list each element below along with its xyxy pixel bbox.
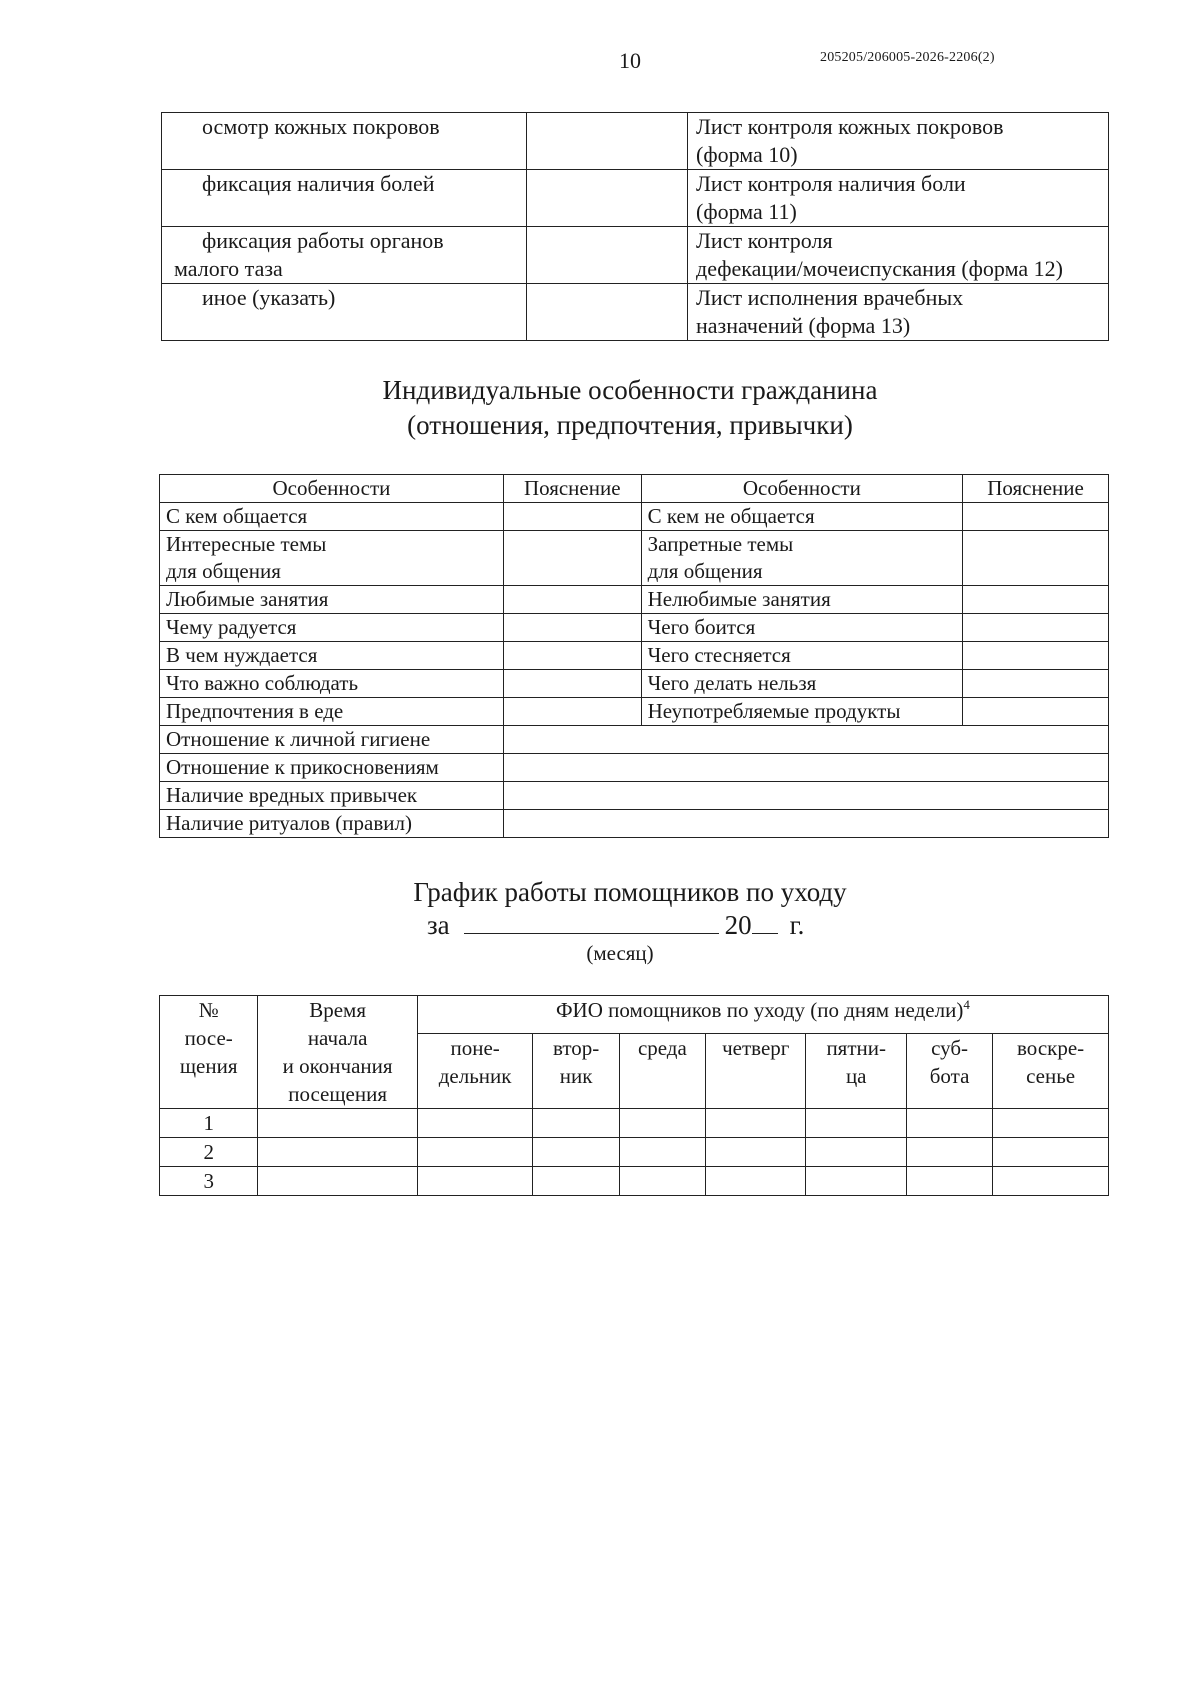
table-row	[160, 531, 1109, 586]
column-header: Пояснение	[503, 475, 641, 503]
year-prefix: 20	[724, 910, 752, 940]
table-cell[interactable]	[526, 284, 687, 341]
table-cell[interactable]	[993, 1109, 1109, 1138]
table-cell: Чего боится	[641, 614, 962, 642]
table-cell[interactable]	[963, 642, 1109, 670]
table-row	[160, 782, 1109, 810]
table-row	[160, 726, 1109, 754]
table-row	[160, 810, 1109, 838]
schedule-table	[159, 995, 1109, 1196]
table-row	[160, 670, 1109, 698]
table-cell[interactable]	[619, 1109, 705, 1138]
table-row	[162, 113, 1109, 170]
table-cell[interactable]	[963, 531, 1109, 586]
day-header-monday: поне- дельник	[417, 1034, 533, 1109]
table-cell[interactable]	[993, 1138, 1109, 1167]
table-cell[interactable]	[503, 586, 641, 614]
year-suffix: г.	[789, 910, 805, 940]
table-cell: Неупотребляемые продукты	[641, 698, 962, 726]
day-header-friday: пятни- ца	[806, 1034, 906, 1109]
table-row	[162, 170, 1109, 227]
table-cell: Отношение к личной гигиене	[160, 726, 504, 754]
table-cell[interactable]	[706, 1109, 806, 1138]
table-cell[interactable]	[963, 698, 1109, 726]
table-cell[interactable]	[906, 1167, 992, 1196]
row-number: 2	[160, 1138, 258, 1167]
table-cell: Лист контроля дефекации/мочеиспускания (форма 12)	[688, 227, 1109, 284]
day-header-wednesday: среда	[619, 1034, 705, 1109]
table-cell: Лист контроля кожных покровов (форма 10)	[688, 113, 1109, 170]
care-observation-table	[161, 112, 1109, 341]
table-cell[interactable]	[993, 1167, 1109, 1196]
document-code: 205205/206005-2026-2206(2)	[820, 50, 995, 65]
features-table	[159, 474, 1109, 838]
month-caption: (месяц)	[586, 941, 654, 965]
table-cell[interactable]	[963, 503, 1109, 531]
table-row	[162, 284, 1109, 341]
table-cell[interactable]	[963, 670, 1109, 698]
table-cell[interactable]	[619, 1138, 705, 1167]
day-header-thursday: четверг	[706, 1034, 806, 1109]
table-cell[interactable]	[526, 227, 687, 284]
table-cell[interactable]	[503, 642, 641, 670]
table-cell[interactable]	[533, 1138, 619, 1167]
table-cell[interactable]	[258, 1167, 417, 1196]
schedule-period-line	[427, 907, 804, 941]
table-cell[interactable]	[417, 1138, 533, 1167]
table-cell[interactable]	[417, 1109, 533, 1138]
table-row	[160, 698, 1109, 726]
table-cell: Наличие вредных привычек	[160, 782, 504, 810]
table-row	[162, 227, 1109, 284]
table-cell[interactable]	[503, 531, 641, 586]
table-cell: Лист исполнения врачебных назначений (форма 13)	[688, 284, 1109, 341]
table-cell: Нелюбимые занятия	[641, 586, 962, 614]
table-row	[160, 754, 1109, 782]
table-row	[160, 1109, 1109, 1138]
table-cell[interactable]	[503, 810, 1108, 838]
column-header-number: № посе- щения	[160, 996, 258, 1109]
table-cell[interactable]	[258, 1109, 417, 1138]
table-cell[interactable]	[619, 1167, 705, 1196]
table-cell[interactable]	[526, 113, 687, 170]
table-cell[interactable]	[906, 1109, 992, 1138]
table-row	[160, 586, 1109, 614]
table-cell[interactable]	[503, 782, 1108, 810]
table-cell[interactable]	[533, 1109, 619, 1138]
table-row	[160, 614, 1109, 642]
column-header-time: Время начала и окончания посещения	[258, 996, 417, 1109]
column-header: Особенности	[160, 475, 504, 503]
table-cell: фиксация наличия болей	[162, 170, 527, 227]
table-cell[interactable]	[706, 1167, 806, 1196]
column-header: Пояснение	[963, 475, 1109, 503]
table-cell[interactable]	[963, 586, 1109, 614]
table-cell[interactable]	[417, 1167, 533, 1196]
table-cell[interactable]	[906, 1138, 992, 1167]
for-word: за	[427, 910, 450, 940]
year-blank[interactable]	[752, 907, 778, 934]
table-cell: Интересные темы для общения	[160, 531, 504, 586]
table-cell[interactable]	[503, 754, 1108, 782]
table-cell: Отношение к прикосновениям	[160, 754, 504, 782]
table-cell: С кем общается	[160, 503, 504, 531]
table-cell: Чего стесняется	[641, 642, 962, 670]
table-cell[interactable]	[806, 1109, 906, 1138]
table-cell[interactable]	[503, 698, 641, 726]
table-cell[interactable]	[706, 1138, 806, 1167]
column-group-header: ФИО помощников по уходу (по дням недели)$^4$	[417, 996, 1108, 1034]
table-cell[interactable]	[806, 1167, 906, 1196]
table-cell[interactable]	[806, 1138, 906, 1167]
table-cell: С кем не общается	[641, 503, 962, 531]
table-cell[interactable]	[963, 614, 1109, 642]
schedule-title: График работы помощников по уходу	[413, 877, 847, 907]
table-cell[interactable]	[503, 614, 641, 642]
table-row	[160, 503, 1109, 531]
table-cell: Чего делать нельзя	[641, 670, 962, 698]
footnote-mark: 4	[963, 997, 970, 1012]
table-cell: Запретные темы для общения	[641, 531, 962, 586]
table-cell: Любимые занятия	[160, 586, 504, 614]
row-number: 3	[160, 1167, 258, 1196]
day-header-saturday: суб- бота	[906, 1034, 992, 1109]
table-cell: Чему радуется	[160, 614, 504, 642]
table-cell[interactable]	[258, 1138, 417, 1167]
table-cell: В чем нуждается	[160, 642, 504, 670]
table-cell: Что важно соблюдать	[160, 670, 504, 698]
table-cell[interactable]	[503, 670, 641, 698]
table-cell[interactable]	[503, 726, 1108, 754]
column-header: Особенности	[641, 475, 962, 503]
day-header-tuesday: втор- ник	[533, 1034, 619, 1109]
table-row	[160, 642, 1109, 670]
features-title: Индивидуальные особенности гражданина (отношения, предпочтения, привычки)	[382, 375, 878, 440]
table-row	[160, 1138, 1109, 1167]
table-cell[interactable]	[503, 503, 641, 531]
row-number: 1	[160, 1109, 258, 1138]
table-cell: Лист контроля наличия боли (форма 11)	[688, 170, 1109, 227]
table-cell: осмотр кожных покровов	[162, 113, 527, 170]
table-cell[interactable]	[533, 1167, 619, 1196]
table-header-row	[160, 996, 1109, 1034]
table-cell: Наличие ритуалов (правил)	[160, 810, 504, 838]
day-header-sunday: воскре- сенье	[993, 1034, 1109, 1109]
page-number: 10	[619, 48, 641, 73]
table-cell: Предпочтения в еде	[160, 698, 504, 726]
month-blank[interactable]	[464, 907, 719, 934]
table-cell[interactable]	[526, 170, 687, 227]
table-header-row	[160, 475, 1109, 503]
table-cell: иное (указать)	[162, 284, 527, 341]
table-row	[160, 1167, 1109, 1196]
table-cell: фиксация работы органов малого таза	[162, 227, 527, 284]
